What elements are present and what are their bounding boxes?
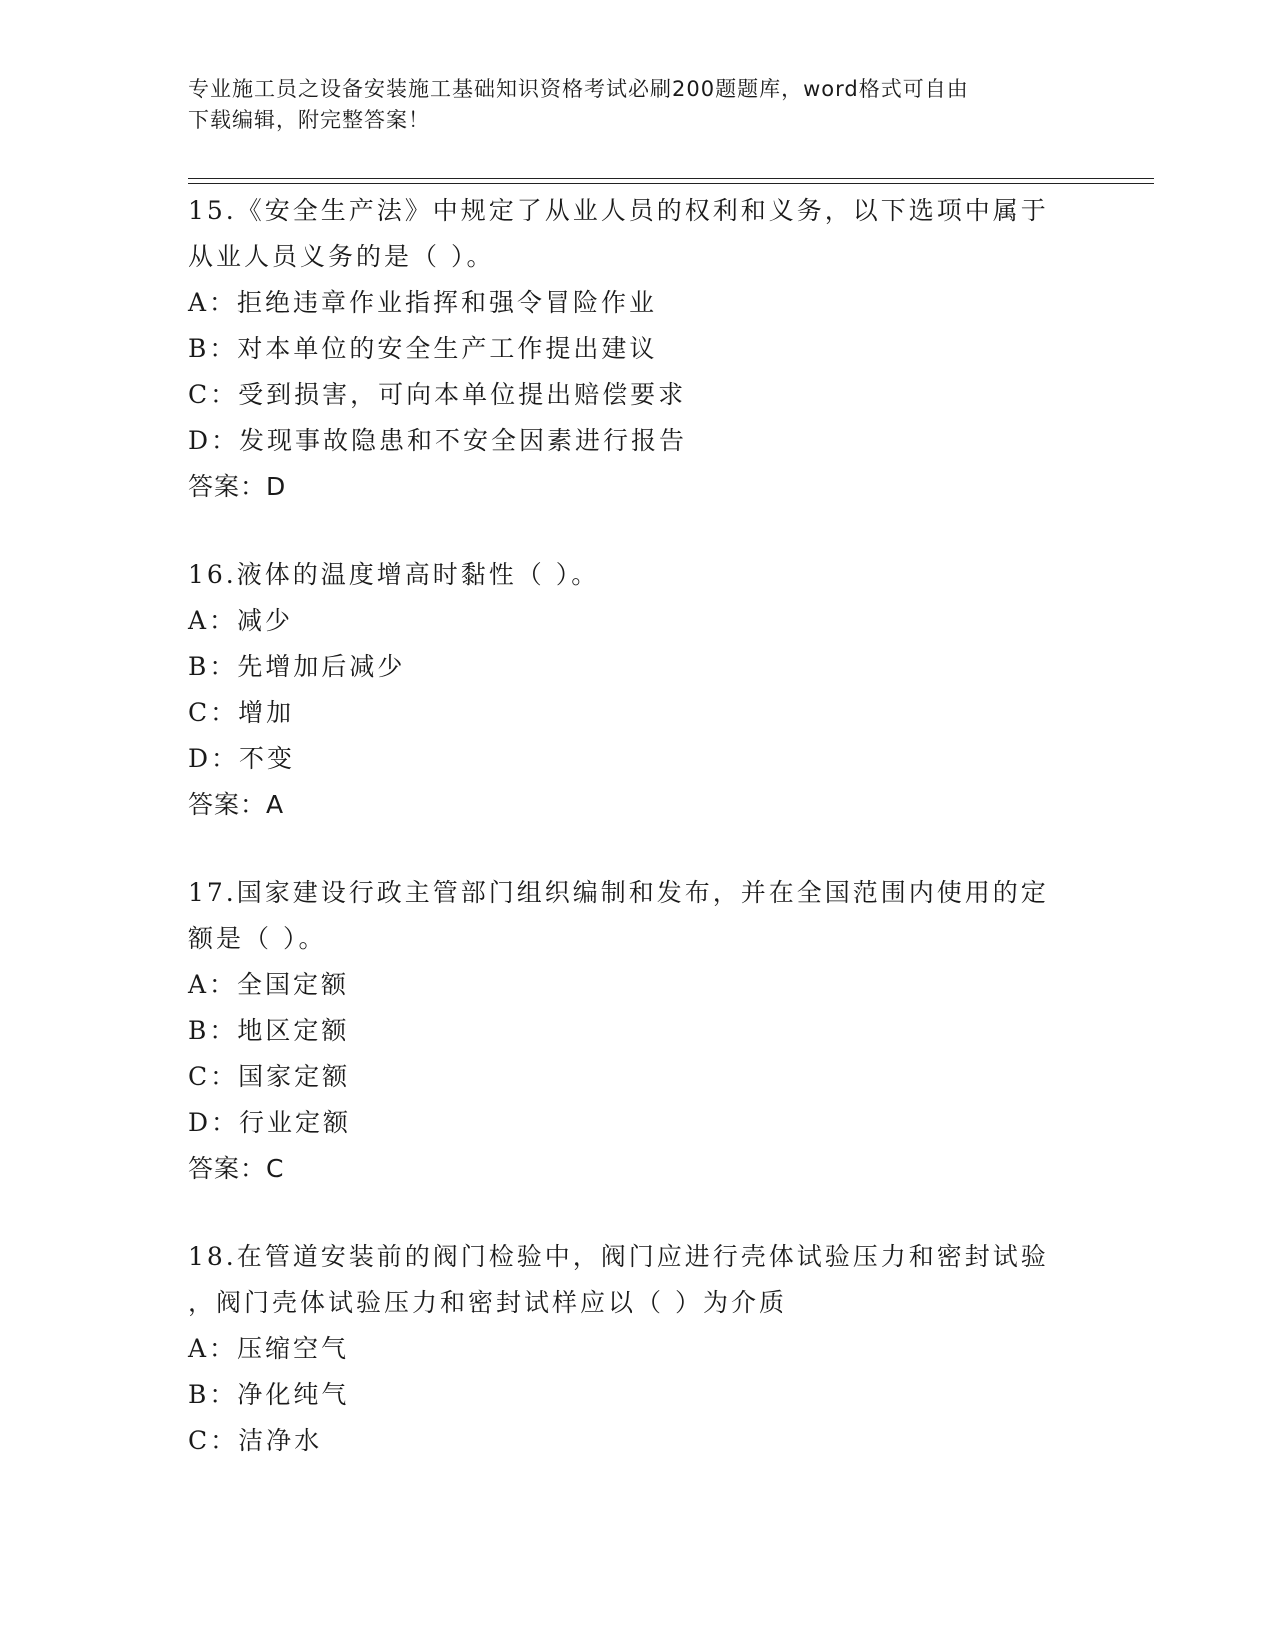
question-stem-line: 从业人员义务的是（ ）。 bbox=[188, 242, 495, 271]
header-divider-bottom bbox=[188, 183, 1154, 184]
question-list bbox=[188, 188, 1088, 1506]
option-c: C：洁净水 bbox=[188, 1426, 323, 1455]
question-stem-line: 额是（ ）。 bbox=[188, 924, 327, 953]
question-18 bbox=[188, 1234, 1088, 1464]
question-stem-line: ，阀门壳体试验压力和密封试样应以（ ）为介质 bbox=[188, 1288, 787, 1317]
question-stem-line: 16.液体的温度增高时黏性（ ）。 bbox=[188, 560, 600, 589]
header-divider-top bbox=[188, 178, 1154, 179]
option-d: D：行业定额 bbox=[188, 1108, 352, 1137]
question-stem-line: 18.在管道安装前的阀门检验中，阀门应进行壳体试验压力和密封试验 bbox=[188, 1242, 1049, 1271]
option-c: C：受到损害，可向本单位提出赔偿要求 bbox=[188, 380, 687, 409]
option-d: D：不变 bbox=[188, 744, 296, 773]
question-16 bbox=[188, 552, 1088, 828]
question-17 bbox=[188, 870, 1088, 1192]
answer: 答案：C bbox=[188, 1154, 285, 1183]
option-b: B：地区定额 bbox=[188, 1016, 350, 1045]
option-b: B：净化纯气 bbox=[188, 1380, 350, 1409]
document-header bbox=[188, 74, 1068, 136]
question-15 bbox=[188, 188, 1088, 510]
answer: 答案：D bbox=[188, 472, 287, 501]
question-stem-line: 15.《安全生产法》中规定了从业人员的权利和义务，以下选项中属于 bbox=[188, 196, 1049, 225]
answer: 答案：A bbox=[188, 790, 285, 819]
option-c: C：国家定额 bbox=[188, 1062, 351, 1091]
header-line-2: 下载编辑，附完整答案！ bbox=[188, 108, 430, 132]
option-a: A：压缩空气 bbox=[188, 1334, 350, 1363]
option-b: B：先增加后减少 bbox=[188, 652, 406, 681]
option-b: B：对本单位的安全生产工作提出建议 bbox=[188, 334, 658, 363]
question-stem-line: 17.国家建设行政主管部门组织编制和发布，并在全国范围内使用的定 bbox=[188, 878, 1049, 907]
option-a: A：减少 bbox=[188, 606, 294, 635]
option-a: A：拒绝违章作业指挥和强令冒险作业 bbox=[188, 288, 658, 317]
option-d: D：发现事故隐患和不安全因素进行报告 bbox=[188, 426, 688, 455]
option-a: A：全国定额 bbox=[188, 970, 350, 999]
option-c: C：增加 bbox=[188, 698, 295, 727]
header-line-1: 专业施工员之设备安装施工基础知识资格考试必刷200题题库，word格式可自由 bbox=[188, 77, 969, 101]
